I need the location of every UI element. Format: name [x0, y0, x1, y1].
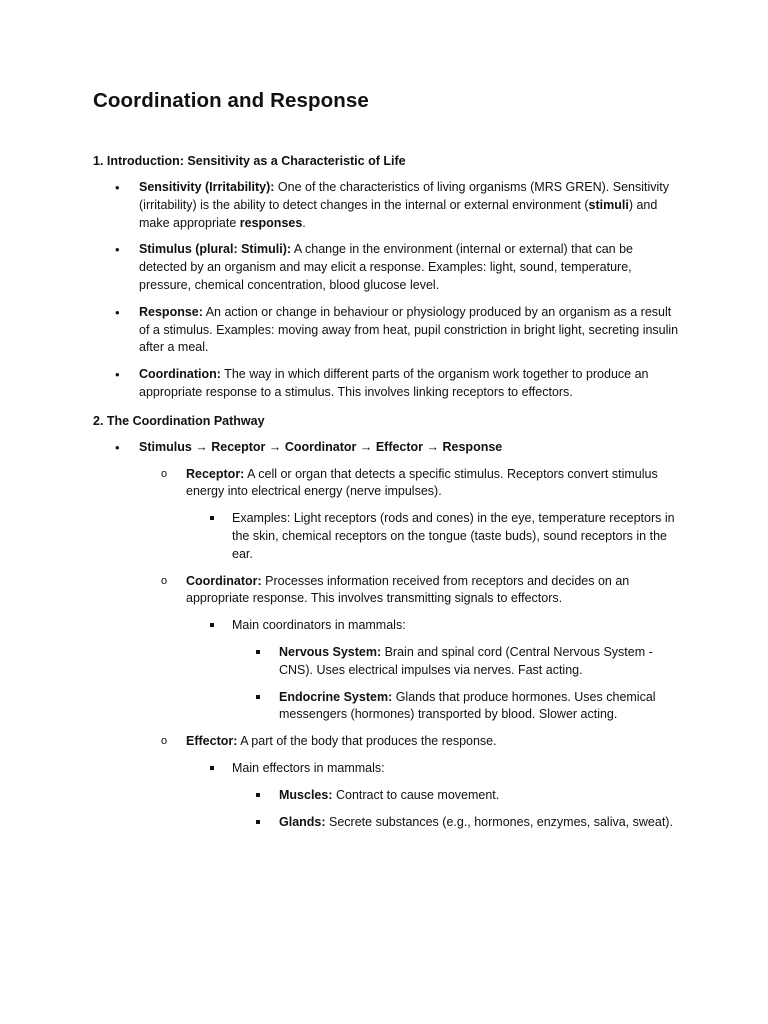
term-glands: Glands: [279, 814, 326, 829]
list-item-glands [232, 814, 683, 832]
sub-label: Main effectors in mammals: [232, 760, 385, 775]
pathway-components [139, 466, 683, 832]
section-2-heading: 2. The Coordination Pathway [93, 413, 265, 428]
list-item-response [93, 304, 683, 357]
list-item-nervous-system [232, 644, 683, 680]
term-coordinator: Coordinator: [186, 573, 262, 588]
list-item-effector [139, 733, 683, 831]
list-item-muscles [232, 787, 683, 805]
list-item-stimulus [93, 241, 683, 294]
term-stimulus: Stimulus (plural: Stimuli): [139, 242, 292, 257]
coordinators-list [232, 644, 683, 724]
definition-text: A part of the body that produces the response. [237, 734, 497, 749]
list-item-main-coordinators [186, 617, 683, 724]
term-sensitivity: Sensitivity (Irritability): [139, 180, 275, 194]
term-response: Response: [139, 304, 203, 319]
term-muscles: Muscles: [279, 787, 333, 802]
term-effector: Effector: [186, 734, 238, 749]
definition-text: . [302, 215, 306, 230]
list-item-main-effectors [186, 760, 683, 831]
section-1-heading: 1. Introduction: Sensitivity as a Characteristic of Life [93, 154, 406, 168]
term-coordination: Coordination: [139, 367, 221, 382]
definition-text: Secrete substances (e.g., hormones, enzymes, saliva, sweat). [325, 814, 673, 829]
document-title: Coordination and Response [93, 89, 369, 112]
sub-label: Main coordinators in mammals: [232, 618, 406, 633]
section-1-list [93, 179, 683, 402]
receptor-sublist [186, 510, 683, 563]
emphasis-stimuli: stimuli [588, 197, 629, 212]
list-item-receptor-examples: Examples: Light receptors (rods and cones) in the eye, temperature receptors in the skin, chemical receptors on the tongue (taste buds), sound receptors in the ear. [186, 510, 683, 563]
definition-text: A change in the environment (internal or external) that can be detected by an organism and may elicit a response. Examples: light, sound, temperature, pressure, chemical concentration, blood glucose level. [139, 242, 633, 292]
list-item-pathway [93, 439, 683, 832]
definition-text: Brain and spinal cord (Central Nervous System - CNS). Uses electrical impulses via nerves. Fast acting. [279, 644, 653, 677]
definition-text: A cell or organ that detects a specific stimulus. Receptors convert stimulus energy into electrical energy (nerve impulses). [186, 466, 658, 499]
term-receptor: Receptor: [186, 466, 245, 481]
emphasis-responses: responses [239, 215, 303, 230]
list-item-endocrine-system [232, 689, 683, 725]
section-2-list [93, 439, 683, 832]
list-item-coordination [93, 366, 683, 402]
definition-text: Processes information received from receptors and decides on an appropriate response. This involves transmitting signals to effectors. [186, 573, 630, 606]
definition-text: ) and make appropriate [139, 197, 658, 230]
document-body [93, 87, 683, 831]
coordinator-sublist [186, 617, 683, 724]
effector-sublist [186, 760, 683, 831]
term-nervous-system: Nervous System: [279, 644, 382, 659]
definition-text: An action or change in behaviour or physiology produced by an organism as a result of a stimulus. Examples: moving away from heat, pupil constriction in bright light, secreting insulin after a meal. [139, 304, 679, 355]
list-item-receptor [139, 466, 683, 564]
term-endocrine-system: Endocrine System: [279, 689, 393, 704]
definition-text: Contract to cause movement. [332, 787, 500, 802]
list-item-sensitivity [93, 179, 683, 232]
pathway-text: Stimulus → Receptor → Coordinator → Effector → Response [139, 439, 503, 454]
list-item-coordinator [139, 573, 683, 725]
definition-text: One of the characteristics of living organisms (MRS GREN). Sensitivity (irritability) is the ability to detect changes in the internal or external environment ( [139, 180, 670, 212]
effectors-list [232, 787, 683, 832]
definition-text: The way in which different parts of the organism work together to produce an appropriate response to a stimulus. This involves linking receptors to effectors. [139, 367, 649, 399]
definition-text: Glands that produce hormones. Uses chemical messengers (hormones) transported by blood. Slower acting. [279, 689, 656, 722]
